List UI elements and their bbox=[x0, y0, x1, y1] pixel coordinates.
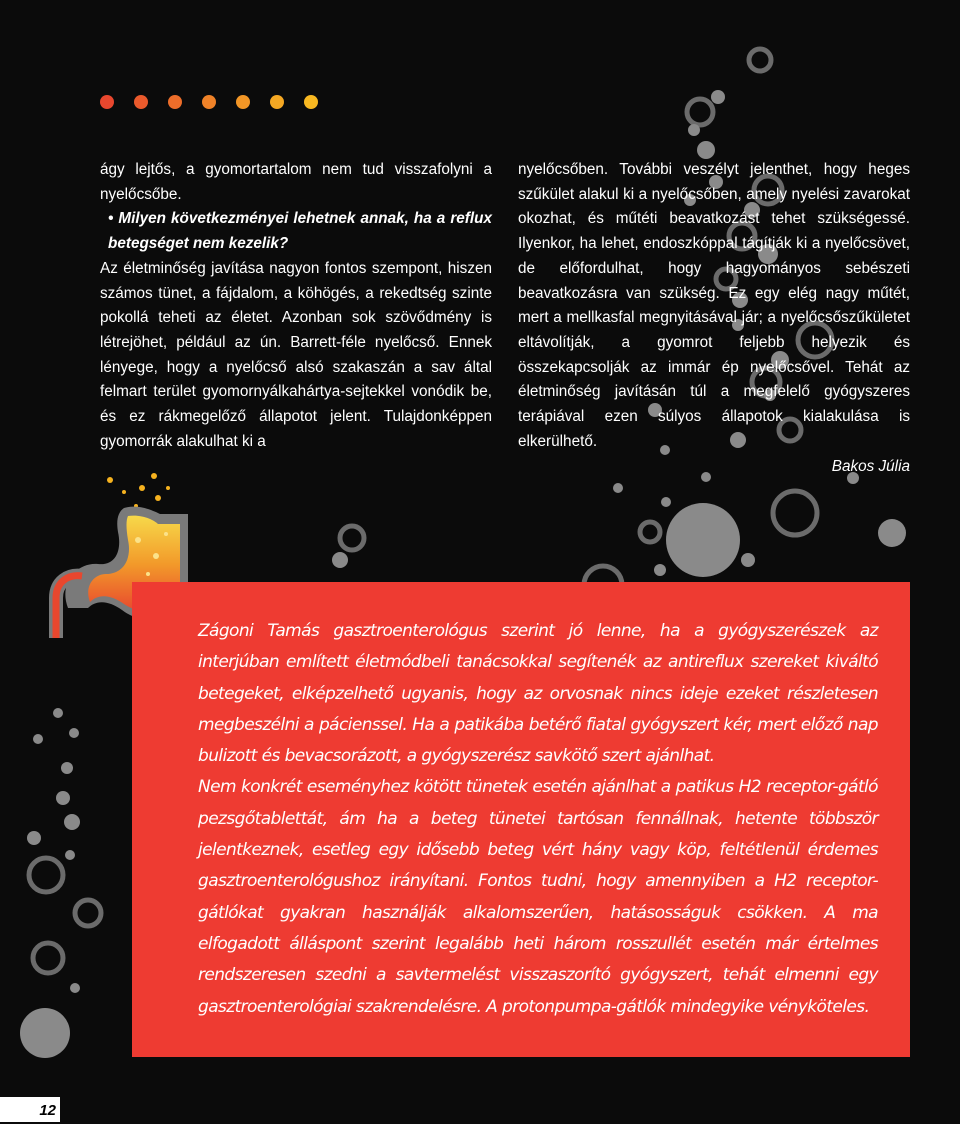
bullet-question: • Milyen következményei lehetnek annak, ha a reflux betegséget nem kezelik? bbox=[108, 210, 492, 253]
expert-advice-text bbox=[198, 616, 878, 1023]
box-paragraph-2: Nem konkrét eseményhez kötött tünetek esetén ajánlhat a patikus H2 receptor-gátló pezsgőtablettát, ám ha a beteg tünetei tartósan fennállnak, hetente többször jelentkeznek, esetleg egy idősebb beteg vért hány vagy köp, feltétlenül érdemes gasztroenterológushoz irányítani. Fontos tudni, hogy amennyiben a H2 receptor-gátlókat gyakran használják alkalomszerűen, hatásosságuk csökken. A ma elfogadott álláspont szerint legalább heti három rosszullét esetén már értelmes rendszeresen szedni a savtermelést visszaszorító gyógyszert, tehát elmenni egy gasztroenterológiai szakrendelésre. A protonpumpa-gátlók mindegyike vényköteles. bbox=[198, 777, 878, 1017]
left-paragraph-main: Az életminőség javítása nagyon fontos szempont, hiszen számos tünet, a fájdalom, a köhögés, a rekedtség szinte pokollá teheti az életet. Azonban sok szövődmény is létrejöhet, például az ún. Barrett-féle nyelőcső. Ennek lényege, hogy a nyelőcső alsó szakaszán a sav által felmart terület gyomornyálkahártya-sejtekkel vonódik be, és ez rákmegelőző állapotot jelent. Tulajdonképpen gyomorrák alakulhat ki a bbox=[100, 259, 492, 450]
page-number: 12 bbox=[0, 1097, 60, 1122]
right-paragraph: nyelőcsőben. További veszélyt jelenthet, hogy heges szűkület alakul ki a nyelőcsőben, amely nyelési zavarokat okozhat, és műtéti beavatkozást tehet szükségessé. Ilyenkor, ha lehet, endoszkóppal tágítják ki a nyelőcsövet, de előfordulhat, hogy hagyományos sebészeti beavatkozásra van szükség. Ez egy elég nagy műtét, mert a mellkasfal megnyitásával jár; a nyelőcsőszűkületet eltávolítják, a gyomrot feljebb helyezik és összekapcsolják az immár ép nyelőcsővel. Tehát az életminőség javításán túl a megfelelő gyógyszeres terápiával ezen súlyos állapotok kialakulása is elkerülhető. bbox=[518, 161, 910, 450]
left-paragraph-intro: ágy lejtős, a gyomortartalom nem tud visszafolyni a nyelőcsőbe. bbox=[100, 161, 492, 203]
expert-advice-box bbox=[132, 582, 910, 1057]
box-paragraph-1: Zágoni Tamás gasztroenterológus szerint jó lenne, ha a gyógyszerészek az interjúban említett életmódbeli tanácsokkal segítenék az antireflux szereket kiváltó betegeket, elképzelhető ugyanis, hogy az orvosnak nincs ideje ezeket részletesen megbeszélni a pácienssel. Ha a patikába betérő fiatal gyógyszert kér, mert előző nap bulizott és bevacsorázott, a gyógyszerész savkötő szert ajánlhat. bbox=[198, 621, 878, 767]
author-signature: Bakos Júlia bbox=[831, 458, 910, 475]
right-column bbox=[518, 158, 910, 454]
left-column bbox=[100, 158, 492, 454]
